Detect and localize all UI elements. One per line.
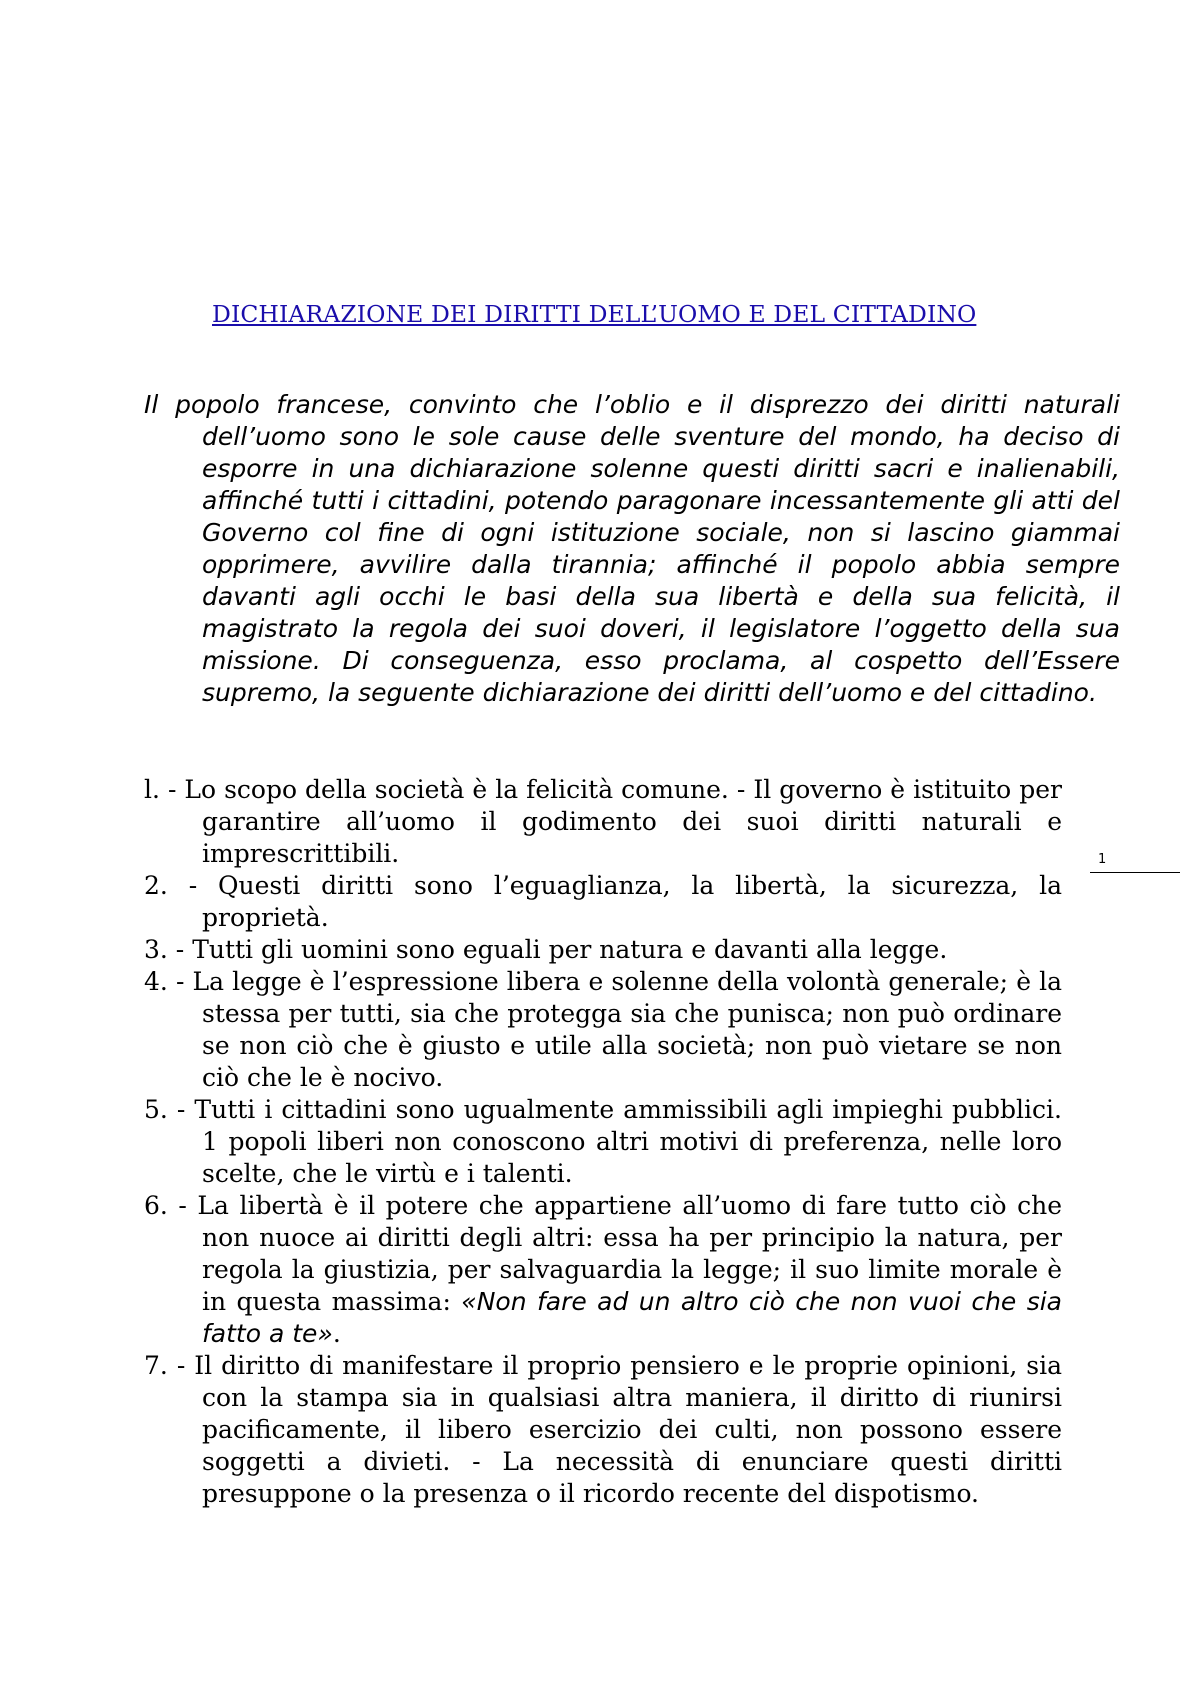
article-6 [144, 1190, 1062, 1350]
articles-list [144, 774, 1062, 1510]
preamble-paragraph: Il popolo francese, convinto che l’oblio e il disprezzo dei diritti naturali dell’uomo sono le sole cause delle sventure del mondo, ha deciso di esporre in una dichiarazione solenne questi diritti sacri e inalienabili, affinché tutti i cittadini, potendo paragonare incessantemente gli atti del Governo col fine di ogni istituzione sociale, non si lascino giammai opprimere, avvilire dalla tirannia; affinché il popolo abbia sempre davanti agli occhi le basi della sua libertà e della sua felicità, il magistrato la regola dei suoi doveri, il legislatore l’oggetto della sua missione. Di conseguenza, esso proclama, al cospetto dell’Essere supremo, la seguente dichiarazione dei diritti dell’uomo e del cittadino. [144, 390, 1120, 707]
margin-note: 1 [1090, 852, 1180, 873]
article-1: l. - Lo scopo della società è la felicità comune. - Il governo è istituito per garantire all’uomo il godimento dei suoi diritti naturali e imprescrittibili. [144, 775, 1062, 868]
document-title: DICHIARAZIONE DEI DIRITTI DELL’UOMO E DEL CITTADINO [212, 300, 977, 328]
article-7: 7. - Il diritto di manifestare il proprio pensiero e le proprie opinioni, sia con la stampa sia in qualsiasi altra maniera, il diritto di riunirsi pacificamente, il libero esercizio dei culti, non possono essere soggetti a divieti. - La necessità di enunciare questi diritti presuppone o la presenza o il ricordo recente del dispotismo. [144, 1351, 1062, 1508]
article-6-text: 6. - La libertà è il potere che appartiene all’uomo di fare tutto ciò che non nuoce ai diritti degli altri: essa ha per principio la natura, per regola la giustizia, per salvaguardia la legge; il suo limite morale è in questa massima: [144, 1191, 1062, 1316]
article-2: 2. - Questi diritti sono l’eguaglianza, la libertà, la sicurezza, la proprietà. [144, 871, 1062, 932]
article-5: 5. - Tutti i cittadini sono ugualmente ammissibili agli impieghi pubblici. 1 popoli liberi non conoscono altri motivi di preferenza, nelle loro scelte, che le virtù e i talenti. [144, 1095, 1062, 1188]
article-6-end: . [332, 1319, 341, 1348]
article-4: 4. - La legge è l’espressione libera e solenne della volontà generale; è la stessa per tutti, sia che protegga sia che punisca; non può ordinare se non ciò che è giusto e utile alla società; non può vietare se non ciò che le è nocivo. [144, 967, 1062, 1092]
article-6-maxim: «Non fare ad un altro ciò che non vuoi che sia fatto a te» [202, 1287, 1062, 1348]
article-3: 3. - Tutti gli uomini sono eguali per natura e davanti alla legge. [144, 935, 948, 964]
